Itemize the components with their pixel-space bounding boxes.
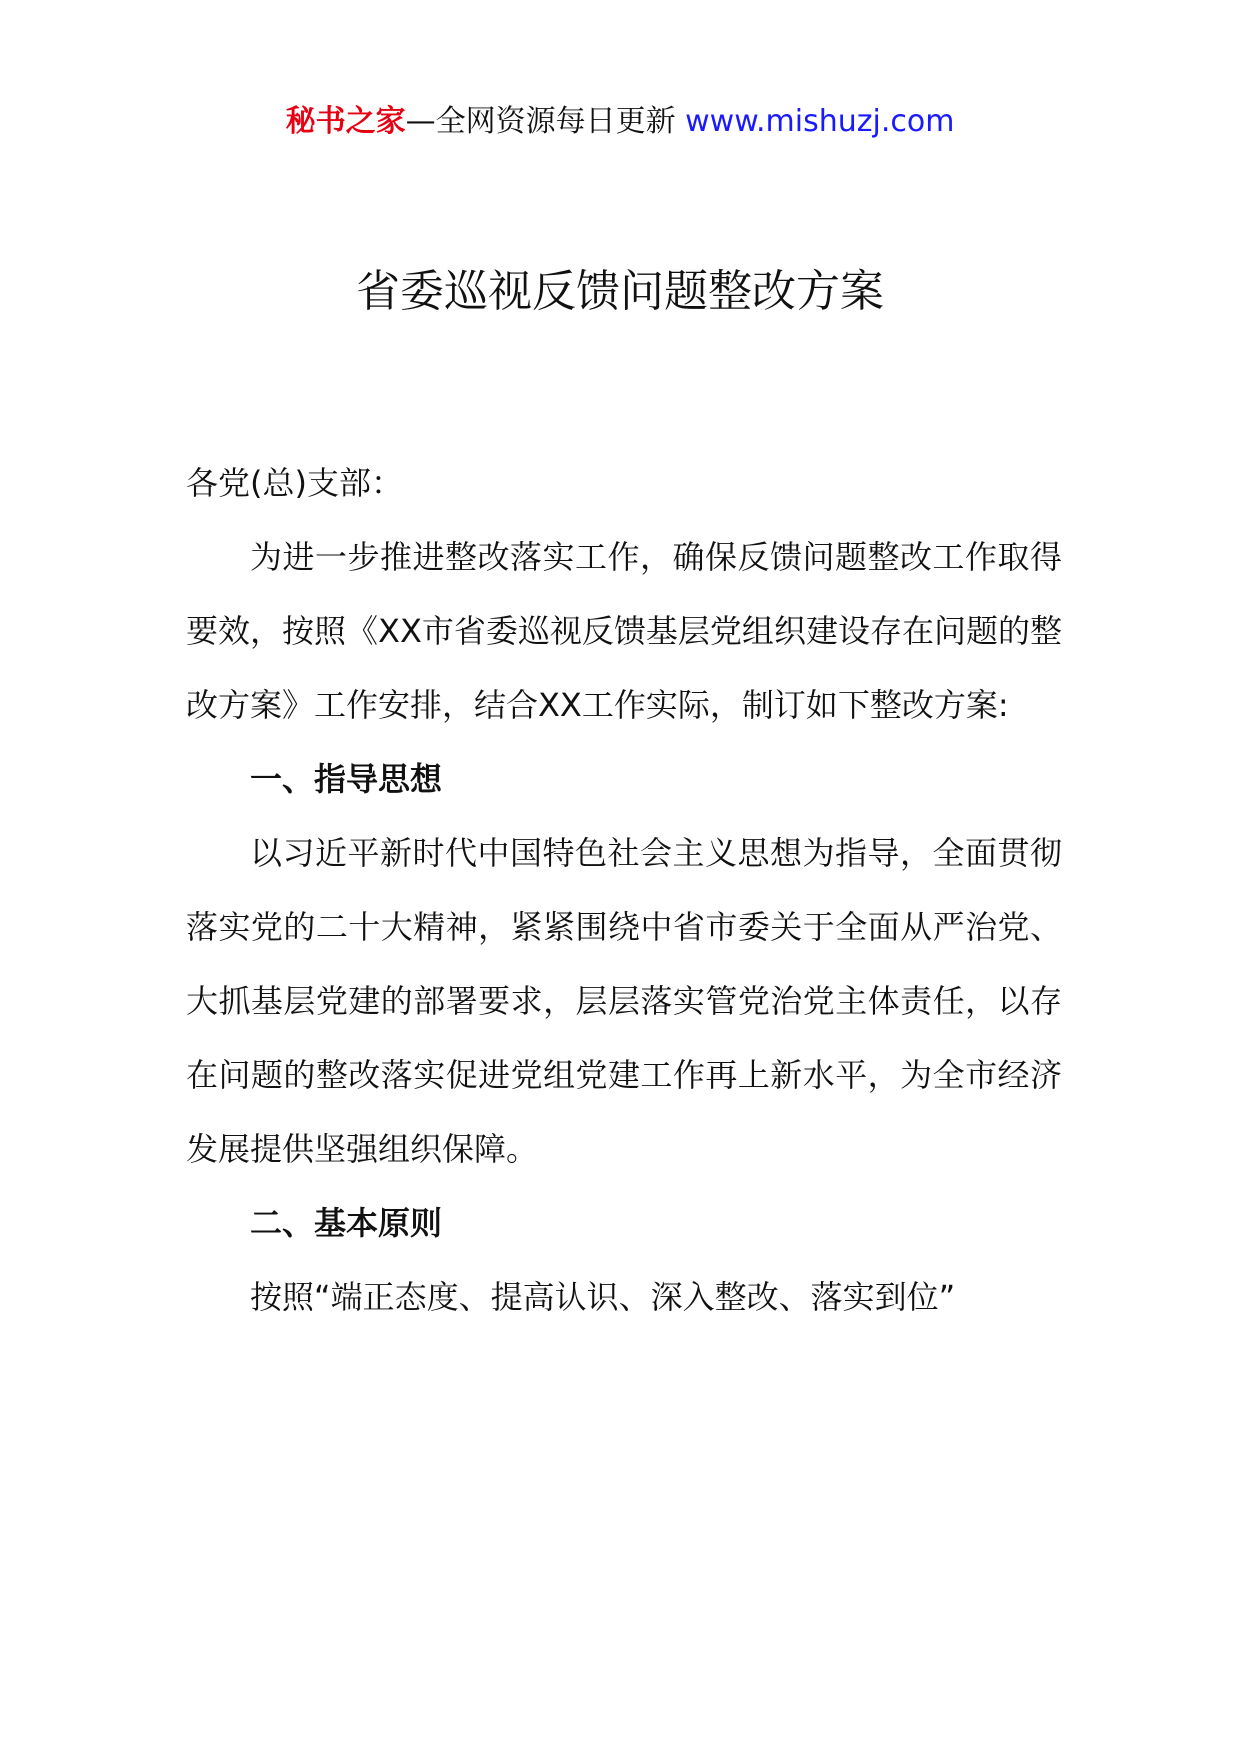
- section-heading-basic-principles: 二、基本原则: [250, 1204, 443, 1242]
- header-tagline: —全网资源每日更新: [405, 104, 676, 139]
- section-paragraph-basic-principles: 按照“端正态度、提高认识、深入整改、落实到位”: [250, 1278, 956, 1316]
- section-heading-guiding-ideology: 一、指导思想: [250, 760, 443, 798]
- site-header: [0, 100, 1240, 144]
- intro-paragraph: 为进一步推进整改落实工作，确保反馈问题整改工作取得要效，按照《XX市省委巡视反馈基层党组织建设存在问题的整改方案》工作安排，结合XX工作实际，制订如下整改方案:: [186, 538, 1062, 724]
- document-body: [186, 446, 1062, 1334]
- site-url-link[interactable]: www.mishuzj.com: [685, 104, 955, 139]
- document-title: 省委巡视反馈问题整改方案: [356, 266, 884, 317]
- brand-name: 秘书之家: [285, 104, 406, 139]
- section-paragraph-guiding-ideology: 以习近平新时代中国特色社会主义思想为指导，全面贯彻落实党的二十大精神，紧紧围绕中省市委关于全面从严治党、大抓基层党建的部署要求，层层落实管党治党主体责任，以存在问题的整改落实促进党组党建工作再上新水平，为全市经济发展提供坚强组织保障。: [186, 834, 1062, 1168]
- salutation: 各党(总)支部：: [186, 464, 403, 502]
